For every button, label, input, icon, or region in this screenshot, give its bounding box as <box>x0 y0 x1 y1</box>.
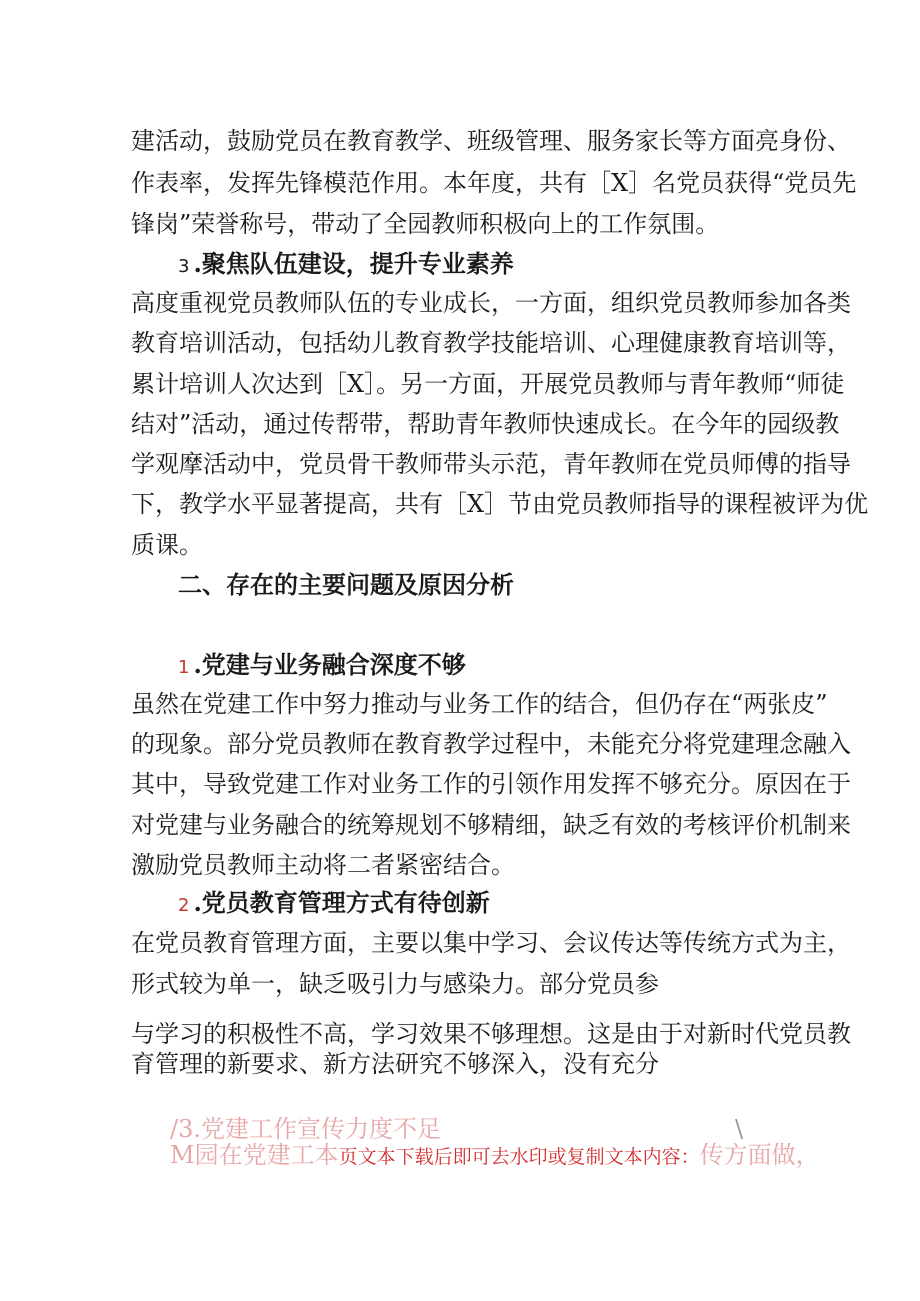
paragraph-line: 学观摩活动中，党员骨干教师带头示范，青年教师在党员师傅的指导 <box>131 450 851 478</box>
heading-number: 2 <box>178 895 190 916</box>
paragraph-line: 的现象。部分党员教师在教育教学过程中，未能充分将党建理念融入 <box>131 730 851 758</box>
paragraph-line: 作表率，发挥先锋模范作用。本年度，共有［X］名党员获得“党员先 <box>131 169 857 197</box>
paragraph-line: 激励党员教师主动将二者紧密结合。 <box>131 851 515 879</box>
watermark-suffix: 传方面做， <box>699 1141 820 1169</box>
paragraph-line: 其中，导致党建工作对业务工作的引领作用发挥不够充分。原因在于 <box>131 770 851 798</box>
paragraph-line: 教育培训活动，包括幼儿教育教学技能培训、心理健康教育培训等， <box>131 329 851 357</box>
section-heading-2 <box>178 886 800 923</box>
watermark-backslash: \ <box>735 1115 744 1143</box>
section-heading-3 <box>178 247 800 284</box>
heading-title: .党员教育管理方式有待创新 <box>193 888 490 917</box>
paragraph-line: 在党员教育管理方面，主要以集中学习、会议传达等传统方式为主， <box>131 929 851 957</box>
paragraph-line: 质课。 <box>131 531 203 559</box>
part-heading: 二、存在的主要问题及原因分析 <box>178 570 514 599</box>
watermark-notice: 页文本下载后即可去水印或复制文本内容： <box>338 1146 700 1168</box>
paragraph-line: 累计培训人次达到［X］。另一方面，开展党员教师与青年教师“师徒 <box>131 370 845 398</box>
paragraph-line: 锋岗”荣誉称号，带动了全园教师积极向上的工作氛围。 <box>131 210 720 238</box>
heading-title: .党建与业务融合深度不够 <box>193 650 466 679</box>
heading-number: 1 <box>178 657 190 678</box>
paragraph-line: 建活动，鼓励党员在教育教学、班级管理、服务家长等方面亮身份、 <box>131 127 851 155</box>
watermark-line-2 <box>170 1140 820 1172</box>
paragraph-line: 下，教学水平显著提高，共有［X］节由党员教师指导的课程被评为优 <box>131 490 869 518</box>
section-heading-1 <box>178 648 800 685</box>
heading-number: 3 <box>178 256 190 277</box>
paragraph-line: 与学习的积极性不高，学习效果不够理想。这是由于对新时代党员教 <box>131 1020 851 1048</box>
heading-title: .聚焦队伍建设，提升专业素养 <box>193 249 514 278</box>
paragraph-line: 形式较为单一，缺乏吸引力与感染力。部分党员参 <box>131 970 659 998</box>
watermark-prefix: M园在党建工本 <box>170 1141 339 1169</box>
paragraph-line: 虽然在党建工作中努力推动与业务工作的结合，但仍存在“两张皮” <box>131 690 828 718</box>
paragraph-line: 育管理的新要求、新方法研究不够深入，没有充分 <box>131 1050 659 1078</box>
watermark-heading: /3.党建工作宣传力度不足 <box>170 1115 441 1143</box>
paragraph-line: 高度重视党员教师队伍的专业成长，一方面，组织党员教师参加各类 <box>131 289 851 317</box>
paragraph-line: 对党建与业务融合的统筹规划不够精细，缺乏有效的考核评价机制来 <box>131 811 851 839</box>
paragraph-line: 结对”活动，通过传帮带，帮助青年教师快速成长。在今年的园级教 <box>131 410 840 438</box>
